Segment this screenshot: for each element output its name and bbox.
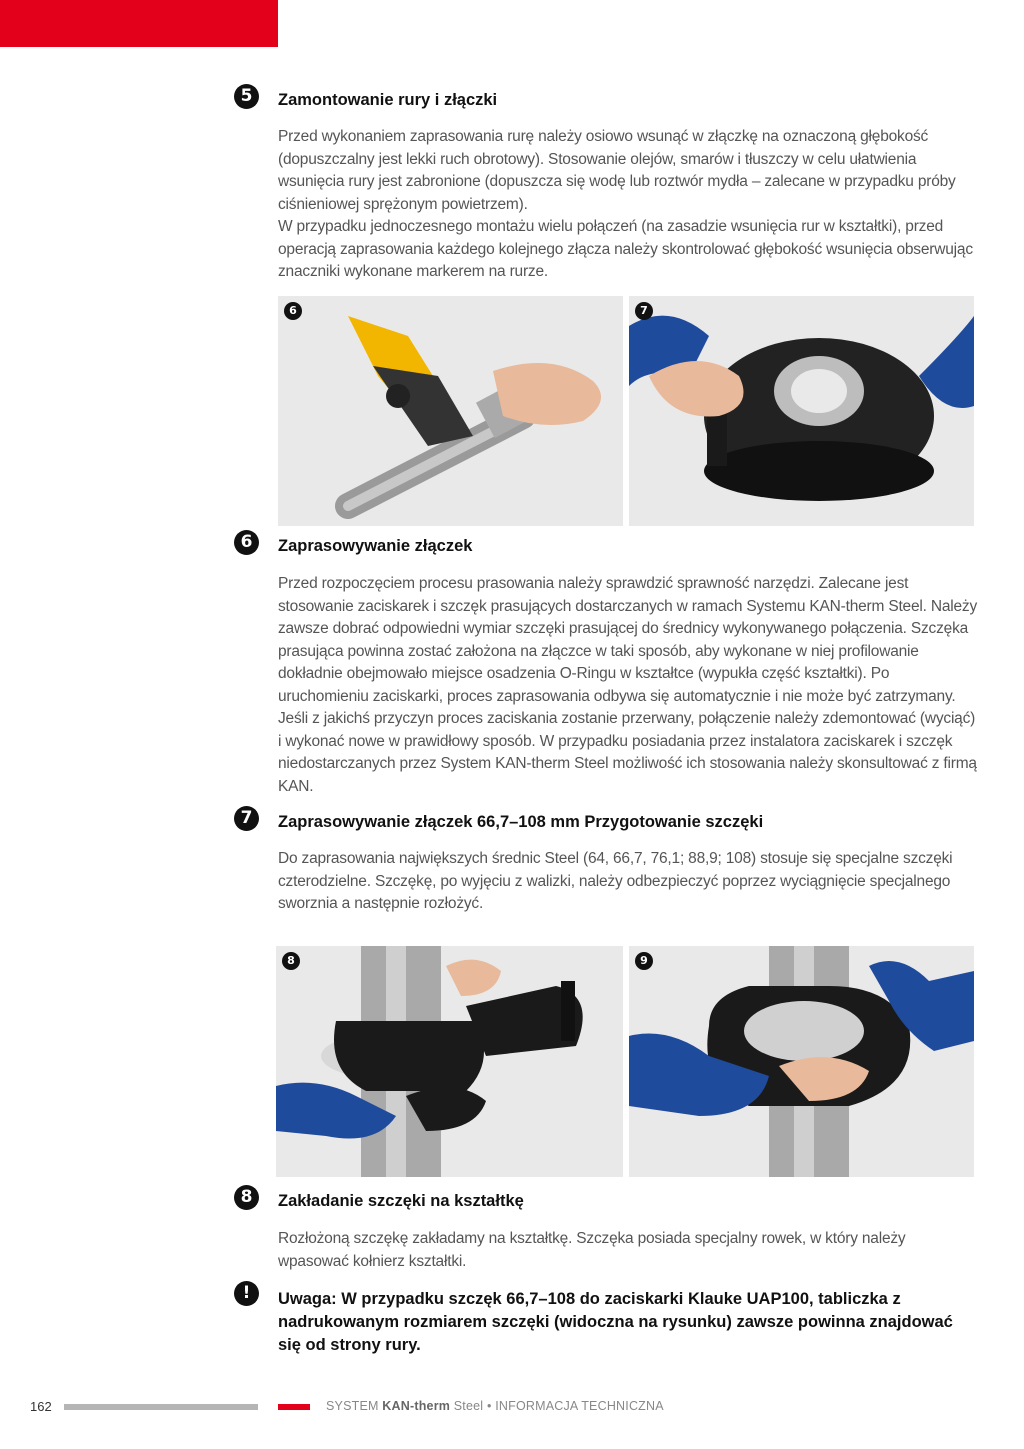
photo-number-badge: 6 (284, 302, 302, 320)
header-red-tab (0, 0, 278, 47)
section-paragraph: Rozłożoną szczękę zakładamy na kształtkę. Szczęka posiada specjalny rowek, w który należy wpasować kołnierz kształtki. (278, 1230, 906, 1270)
section-paragraph: Przed wykonaniem zaprasowania rurę należy osiowo wsunąć w złączkę na oznaczoną głębokość (dopuszczalny jest lekki ruch obrotowy). Stosowanie olejów, smarów i tłuszczy w celu ułatwienia wsunięcia rury jest zabronione (dopuszcza się wodę lub roztwór mydła – zalecane w przypadku próby ciśnieniowej sprężonym powietrzem). (278, 128, 956, 213)
photo-number-badge: 8 (282, 952, 300, 970)
section-heading: Zamontowanie rury i złączki (278, 91, 498, 109)
photo-number-badge: 7 (635, 302, 653, 320)
footer-separator: • (486, 1399, 492, 1413)
photo-jaw-closing (629, 946, 974, 1177)
step-number-badge: 7 (234, 806, 259, 831)
section-paragraph: Przed rozpoczęciem procesu prasowania należy sprawdzić sprawność narzędzi. Zalecane jest stosowanie zaciskarek i szczęk prasujących dostarczanych w ramach Systemu KAN-therm Steel. Należy zawsze dobrać odpowiedni wymiar szczęki prasującej do średnicy wykonywanego połączenia. Szczęka prasująca powinna zostać założona na złączce w taki sposób, aby wykonane w niej profilowanie dokładnie obejmowało miejsce osadzenia O-Ringu w kształtce (wypukła część kształtki). Po uruchomieniu zaciskarki, proces zaprasowania odbywa się automatycznie i nie może być zatrzymany. Jeśli z jakichś przyczyn proces zaciskania zostanie przerwany, połączenie należy zdemontować (wyciąć) i wykonać nowe w prawidłowy sposób. W przypadku posiadania przez instalatora zaciskarek i szczęk niedostarczanych przez System KAN-therm Steel możliwość ich stosowania należy skonsultować z firmą KAN. (278, 575, 978, 795)
warning-text: Uwaga: W przypadku szczęk 66,7–108 do zaciskarki Klauke UAP100, tabliczka z nadrukowanym rozmiarem szczęki (widoczna na rysunku) zawsze powinna znajdować się od strony rury. (278, 1290, 953, 1354)
jaw-closing-illustration (629, 946, 974, 1177)
page-number: 162 (30, 1399, 52, 1414)
photo-four-part-jaw (629, 296, 974, 526)
press-tool-illustration (278, 296, 623, 526)
footer-system-label: SYSTEM (326, 1399, 379, 1413)
photo-number-badge: 9 (635, 952, 653, 970)
section-heading: Zakładanie szczęki na kształtkę (278, 1192, 524, 1210)
step-number-badge: 8 (234, 1185, 259, 1210)
step-number-badge: 5 (234, 84, 259, 109)
jaw-on-pipe-illustration (276, 946, 623, 1177)
section-heading: Zaprasowywanie złączek 66,7–108 mm Przygotowanie szczęki (278, 813, 764, 831)
footer-title (326, 1399, 664, 1413)
section-paragraph: W przypadku jednoczesnego montażu wielu połączeń (na zasadzie wsunięcia rur w kształtki), przed operacją zaprasowania każdego kolejnego złącza należy skontrolować głębokość wsunięcia obserwując znaczniki wykonane markerem na rurze. (278, 218, 973, 280)
photo-jaw-around-pipe (276, 946, 623, 1177)
footer-red-bar (278, 1404, 310, 1410)
warning-icon: ! (234, 1281, 259, 1306)
photo-press-tool (278, 296, 623, 526)
jaw-illustration (629, 296, 974, 526)
section-heading: Zaprasowywanie złączek (278, 537, 473, 555)
footer-gray-bar (64, 1404, 258, 1410)
step-number-badge: 6 (234, 530, 259, 555)
footer-brand-suffix: Steel (453, 1399, 484, 1413)
section-paragraph: Do zaprasowania największych średnic Steel (64, 66,7, 76,1; 88,9; 108) stosuje się specjalne szczęki czterodzielne. Szczękę, po wyjęciu z walizki, należy odbezpieczyć poprzez wyciągnięcie specjalnego sworznia a następnie rozłożyć. (278, 850, 953, 912)
footer-doc-title: INFORMACJA TECHNICZNA (495, 1399, 664, 1413)
footer-brand: KAN-therm (382, 1399, 451, 1413)
